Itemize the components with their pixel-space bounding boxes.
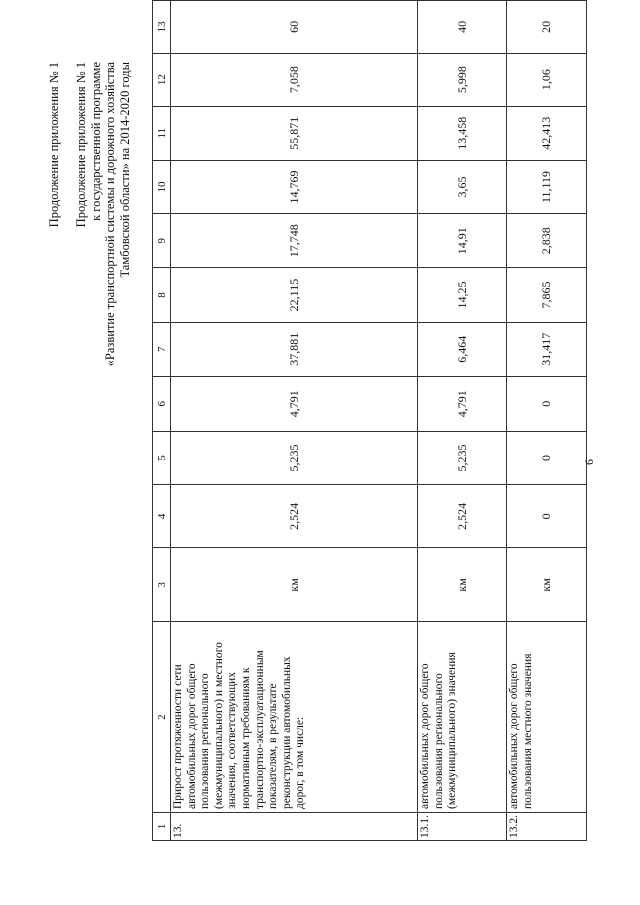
row-value: 2,524 bbox=[418, 485, 507, 548]
table-row bbox=[507, 1, 587, 841]
row-value: 2,524 bbox=[171, 485, 418, 548]
row-value: 17,748 bbox=[171, 214, 418, 268]
row-unit: км bbox=[418, 548, 507, 622]
column-number: 5 bbox=[153, 431, 171, 485]
row-name: Прирост протяженности сети автомобильных дорог общего пользования регионального (межмуниципального) и местного значения, соответствующих нормативным требованиям к транспортно-эксплуатационным показателям, в результате реконструкции автомобильных дорог, в том числе: bbox=[171, 622, 418, 813]
row-value: 11,119 bbox=[507, 160, 587, 213]
row-value: 14,769 bbox=[171, 160, 418, 213]
column-number-row bbox=[153, 1, 171, 841]
column-number: 9 bbox=[153, 214, 171, 268]
appendix-line: «Развитие транспортной системы и дорожного хозяйства bbox=[103, 62, 117, 367]
column-number: 11 bbox=[153, 106, 171, 160]
row-name: автомобильных дорог общего пользования регионального (межмуниципального) значения bbox=[418, 622, 507, 813]
column-number: 6 bbox=[153, 376, 171, 431]
row-value: 14,25 bbox=[418, 268, 507, 322]
column-number: 2 bbox=[153, 622, 171, 813]
row-unit: км bbox=[171, 548, 418, 622]
row-index: 13. bbox=[171, 813, 418, 841]
column-number: 13 bbox=[153, 1, 171, 54]
appendix-line: Продолжение приложения № 1 bbox=[74, 62, 88, 228]
row-value: 60 bbox=[171, 1, 418, 54]
row-index: 13.2. bbox=[507, 813, 587, 841]
row-name: автомобильных дорог общего пользования местного значения bbox=[507, 622, 587, 813]
row-value: 5,235 bbox=[171, 431, 418, 485]
page-number: 6 bbox=[582, 459, 596, 465]
row-value: 7,865 bbox=[507, 268, 587, 322]
row-value: 5,235 bbox=[418, 431, 507, 485]
row-value: 1,06 bbox=[507, 53, 587, 106]
row-unit: км bbox=[507, 548, 587, 622]
row-value: 37,881 bbox=[171, 322, 418, 376]
row-value: 55,871 bbox=[171, 106, 418, 160]
row-value: 42,413 bbox=[507, 106, 587, 160]
continuation-label: Продолжение приложения № 1 bbox=[47, 62, 61, 228]
row-value: 7,058 bbox=[171, 53, 418, 106]
row-value: 0 bbox=[507, 376, 587, 431]
row-value: 13,458 bbox=[418, 106, 507, 160]
appendix-header bbox=[74, 62, 132, 366]
row-value: 5,998 bbox=[418, 53, 507, 106]
column-number: 8 bbox=[153, 268, 171, 322]
row-value: 2,838 bbox=[507, 214, 587, 268]
row-value: 4,791 bbox=[418, 376, 507, 431]
row-value: 0 bbox=[507, 431, 587, 485]
row-value: 40 bbox=[418, 1, 507, 54]
row-index: 13.1. bbox=[418, 813, 507, 841]
table-row bbox=[171, 1, 418, 841]
column-number: 12 bbox=[153, 53, 171, 106]
row-value: 6,464 bbox=[418, 322, 507, 376]
row-value: 20 bbox=[507, 1, 587, 54]
row-value: 0 bbox=[507, 485, 587, 548]
row-value: 31,417 bbox=[507, 322, 587, 376]
column-number: 1 bbox=[153, 813, 171, 841]
appendix-line: к государственной программе bbox=[88, 62, 103, 221]
column-number: 3 bbox=[153, 548, 171, 622]
row-value: 3,65 bbox=[418, 160, 507, 213]
indicators-table bbox=[152, 0, 587, 841]
row-value: 14,91 bbox=[418, 214, 507, 268]
column-number: 10 bbox=[153, 160, 171, 213]
column-number: 7 bbox=[153, 322, 171, 376]
row-value: 4,791 bbox=[171, 376, 418, 431]
appendix-line: Тамбовской области» на 2014-2020 годы bbox=[117, 62, 132, 278]
table-row bbox=[418, 1, 507, 841]
column-number: 4 bbox=[153, 485, 171, 548]
row-value: 22,115 bbox=[171, 268, 418, 322]
